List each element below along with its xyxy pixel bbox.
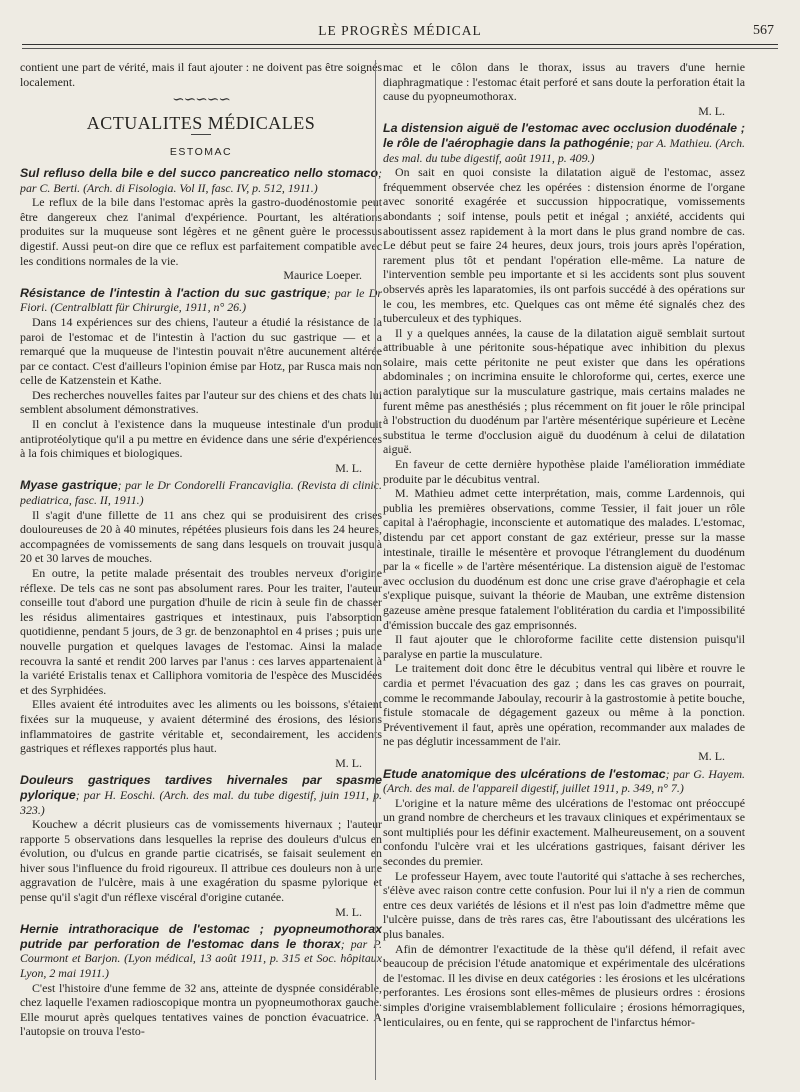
article-paragraph: Dans 14 expériences sur des chiens, l'auteur a étudié la résistance de la paroi de l'estomac et de l'intestin à l'action du suc gastrique — et a remarqué que la muqueuse de l'intestin pouvait n'être aucunement altérée par ce contact. C'est d'ailleurs l'opinion émise par Hotz, par Rusca mais non celle de Katzenstein et Kathe. xyxy=(20,314,382,388)
left-column xyxy=(20,60,382,1080)
article xyxy=(20,922,382,1039)
ornament-divider: ∽∽∽∽∽ xyxy=(172,92,230,109)
article-title: Etude anatomique des ulcérations de l'estomac xyxy=(383,766,666,781)
article-heading xyxy=(383,767,745,796)
article-paragraph: M. Mathieu admet cette interprétation, mais, comme Lardennois, qui publia les premières observations, comme Tessier, il fait jouer un rôle capital à l'aérophagie, inconsciente et automatique des malades. L'estomac, distendu par cet apport constant de gaz extérieur, presse sur la masse intestinale, tiraille le mésentère et provoque l'étranglement du duodénum par la « ficelle » de l'artère mésentérique. La distension aiguë de l'estomac avec occlusion du duodénum est donc une crise grave d'aérophagie et cela s'explique puisque, suivant la théorie de Mauban, une extrême distension gazeuse amène presque fatalement l'oblitération du cardia et l'impossibilité d'émission buccale des gaz emprisonnés. xyxy=(383,486,745,632)
article-citation: ; par C. Berti. (Arch. di Fisologia. Vol II, fasc. IV, p. 512, 1911.) xyxy=(20,165,382,195)
article xyxy=(383,121,745,763)
article-paragraph: Il s'agit d'une fillette de 11 ans chez qui se produisirent des crises douloureuses de 20 à 40 minutes, répétées plusieurs fois dans les 24 heures, accompagnées de vomissements de sang dans lesquels on trouvait jusqu'à 20 et 30 larves de mouches. xyxy=(20,507,382,566)
section-title-text: ACTUALITES MÉDICALES xyxy=(86,112,316,133)
article-signature: M. L. xyxy=(335,460,362,475)
article-title: Hernie intrathoracique de l'estomac ; pyopneumothorax putride par perforation de l'estomac dans le thorax xyxy=(20,922,382,951)
article xyxy=(20,478,382,770)
article-paragraph: Le reflux de la bile dans l'estomac après la gastro-duodénostomie peut être dangereux chez l'animal d'expérience. Pourtant, les altérations produites sur la muqueuse sont légères et ne gênent guère le processus digestif. Aussi peut-on dire que ce reflux est parfaitement compatible avec les conditions normales de la vie. xyxy=(20,195,382,268)
article-signature: M. L. xyxy=(698,748,725,763)
article xyxy=(20,166,382,283)
article-citation: ; par le Dr Fiori. (Centralblatt für Chirurgie, 1911, n° 26.) xyxy=(20,285,382,315)
article-title: Douleurs gastriques tardives hivernales par spasme pylorique xyxy=(20,773,382,802)
running-head xyxy=(22,20,778,46)
article-paragraph: L'origine et la nature même des ulcérations de l'estomac ont préoccupé un grand nombre de chercheurs et les travaux cliniques et expérimentaux se sont multipliés pour les définir exactement. Malheureusement, on a souvent confondu l'ulcère vrai et les ulcérations gastriques, faisant dériver les secondes du premier. xyxy=(383,795,745,869)
article-heading xyxy=(20,922,382,980)
article-title: La distension aiguë de l'estomac avec occlusion duodénale ; le rôle de l'aérophagie dans la pathogénie xyxy=(383,121,745,150)
subsection-heading: ESTOMAC xyxy=(169,146,233,159)
article-citation: ; par A. Mathieu. (Arch. des mal. du tube digestif, août 1911, p. 409.) xyxy=(383,135,745,165)
article-heading xyxy=(20,166,382,195)
article-paragraph: Il faut ajouter que le chloroforme facilite cette distension puisqu'il paralyse en partie la musculature. xyxy=(383,632,745,661)
article-signature: M. L. xyxy=(335,755,362,770)
article-paragraph: Le traitement doit donc être le décubitus ventral qui libère et rouvre le cardia et permet l'évacuation des gaz ; dans les cas graves on pourrait, comme le recommande Jaboulay, recourir à la gastrostomie à petite bouche, fistule stomacale de dégagement gazeux ou même à la ponction. Préventivement il faut, après une opération, recommander aux malades de ne pas déglutir incessamment de l'air. xyxy=(383,661,745,749)
article-heading xyxy=(383,121,745,165)
journal-title: LE PROGRÈS MÉDICAL xyxy=(318,23,482,38)
article-citation: ; par G. Hayem. (Arch. des mal. de l'appareil digestif, juillet 1911, p. 349, n° 7.) xyxy=(383,766,745,796)
article-paragraph: Le professeur Hayem, avec toute l'autorité qui s'attache à ses recherches, s'élève avec raison contre cette confusion. Pour lui il n'y a rien de commun entre ces deux variétés de lésions et il n'est pas loin d'admettre même que l'ulcère puisse, dans de très rares cas, être l'aboutissant des ulcérations les plus banales. xyxy=(383,868,745,942)
article-paragraph: Des recherches nouvelles faites par l'auteur sur des chiens et des chats lui semblent absolument démonstratives. xyxy=(20,387,382,417)
left-articles xyxy=(20,166,382,1039)
page-number: 567 xyxy=(753,23,774,38)
column-divider xyxy=(375,60,376,1080)
article xyxy=(20,773,382,919)
article-title: Sul refluso della bile e del succo pancreatico nello stomaco xyxy=(20,165,379,180)
article-citation: ; par P. Courmont et Barjon. (Lyon médical, 13 août 1911, p. 315 et Soc. hôpitaux Lyon, 2 mai 1911.) xyxy=(20,936,382,981)
article-paragraph: Afin de démontrer l'exactitude de la thèse qu'il défend, il refait avec beaucoup de précision l'étude anatomique et expérimentale des ulcérations de l'estomac. Il les divise en deux catégories : les érosions et les ulcérations perforantes. Les érosions sont elles-mêmes de plusieurs ordres : érosions simples d'origine vraisemblablement folliculaire ; érosions hémorragiques, lenticulaires, ou en fente, qui se rapprochent de l'infarctus hémor- xyxy=(383,941,745,1029)
article-paragraph: En faveur de cette dernière hypothèse plaide l'amélioration immédiate produite par le décubitus ventral. xyxy=(383,457,745,486)
article-heading xyxy=(20,478,382,507)
article-paragraph: Elles avaient été introduites avec les aliments ou les boissons, s'étaient fixées sur la muqueuse, y avaient déterminé des érosions, des lésions inflammatoires de gastrite véritable et, secondairement, les accidents gastriques et réflexes rapportés plus haut. xyxy=(20,697,382,756)
article-paragraph: C'est l'histoire d'une femme de 32 ans, atteinte de dyspnée considérable, chez laquelle l'examen radioscopique montra un pyopneumothorax gauche. Elle mourut après quelques tentatives vaines de ponction évacuatrice. A l'autopsie on trouva l'esto- xyxy=(20,980,382,1039)
article-heading xyxy=(20,773,382,817)
header-rule-thin xyxy=(22,48,778,49)
article-title: Résistance de l'intestin à l'action du suc gastrique xyxy=(20,285,327,300)
article-title: Myase gastrique xyxy=(20,478,118,493)
article-signature: M. L. xyxy=(698,103,725,118)
article-citation: ; par le Dr Condorelli Francaviglia. (Revista di clinic. pediatrica, fasc. II, 1911.) xyxy=(20,478,382,508)
article-paragraph: Il y a quelques années, la cause de la dilatation aiguë semblait surtout attribuable à une péritonite sous-hépatique avec inhibition du plexus solaire, mais cette péritonite ne peut exister que dans les opérations abdominales ; on incrimina ensuite le chloroforme qui, certes, exerce une action paralytique sur la musculature gastrique, mais certains malades ne furent même pas anesthésiés ; plus récemment on fit jouer le rôle principal à l'obstruction du duodénum par l'artère mésentérique supérieure et Lecène substitua le terme d'occlusion aiguë du duodénum à celui de dilatation aiguë. xyxy=(383,325,745,457)
continuation-text: mac et le côlon dans le thorax, issus au travers d'une hernie diaphragmatique : l'estomac était perforé et sans doute la perforation était la cause du pyopneumothorax. xyxy=(383,60,745,104)
article-heading xyxy=(20,286,382,315)
right-column xyxy=(383,60,745,1080)
right-articles xyxy=(383,121,745,1029)
title-underline xyxy=(191,134,211,135)
section-title xyxy=(20,112,382,136)
article-signature: Maurice Loeper. xyxy=(283,268,362,283)
article xyxy=(20,286,382,476)
article-paragraph: En outre, la petite malade présentait des troubles nerveux d'origine réflexe. De tels cas ne sont pas absolument rares. Pour les traiter, l'auteur conseille tout d'abord une purgation d'huile de ricin à seule fin de chasser les résidus alimentaires gastriques et intestinaux, puis l'absorption quotidienne, pendant 5 jours, de 3 gr. de benzonaphtol en 4 prises ; puis une nouvelle purgation et quelques lavages de l'estomac. Ainsi la malade recouvra la santé et rendit 200 larves par l'anus : ces larves appartenaient à la variété Eristalis tenax et Calliphora vomitoria de l'espèce des Muscidées et des Syrphidées. xyxy=(20,566,382,697)
header-rule xyxy=(22,44,778,45)
continuation-text: contient une part de vérité, mais il faut ajouter : ne doivent pas être soignés localement. xyxy=(20,60,382,89)
article-paragraph: On sait en quoi consiste la dilatation aiguë de l'estomac, assez fréquemment observée chez les opérées : distension énorme de l'organe avec sonorité exagérée et succussion hippocratique, vomissements abondants ; soif intense, pouls petit et inégal ; anxiété, accidents qui aboutissent assez rapidement à la mort dans le plus grand nombre de cas. Le début peut se faire 24 heures, deux jours, trois jours après l'opération, rarement plus tôt et pendant l'opération elle-même. La nature de l'intervention semble peu importante et si les accidents sont plus souvent observés après les laparatomies, ils ont parfois succédé à des opérations sur le cou, les membres, etc. Quelques cas ont même été signalés chez des tuberculeux et des typhiques. xyxy=(383,165,745,326)
article-signature: M. L. xyxy=(335,904,362,919)
article xyxy=(383,767,745,1030)
article-paragraph: Kouchew a décrit plusieurs cas de vomissements hivernaux ; l'auteur rapporte 5 observations dans lesquelles la reprise des douleurs d'ulcus en évolution, ou d'ulcus en grande partie cicatrisés, se faisait seulement en hiver sous l'influence du froid rigoureux. Il attribue ces douleurs non à une aggravation de l'ulcère, mais à une exagération du spasme pylorique et pense qu'il s'agit d'un réflexe viscéral d'origine cutanée. xyxy=(20,817,382,905)
article-paragraph: Il en conclut à l'existence dans la muqueuse intestinale d'un produit antiprotéolytique qu'il a pu mettre en évidence dans une série d'expériences à la fois chimiques et biologiques. xyxy=(20,417,382,461)
article-citation: ; par H. Eoschi. (Arch. des mal. du tube digestif, juin 1911, p. 323.) xyxy=(20,787,382,817)
